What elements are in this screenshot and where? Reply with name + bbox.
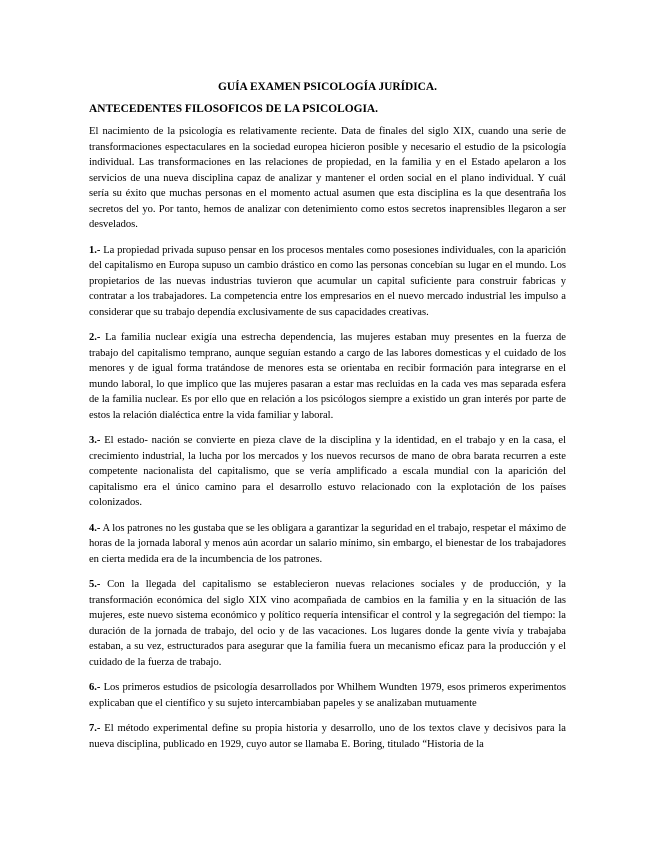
point-7-paragraph bbox=[89, 721, 566, 752]
point-3-text: El estado- nación se convierte en pieza clave de la disciplina y la identidad, en el trabajo y en la casa, el crecimiento industrial, la lucha por los mercados y los nuevos recursos de mano de obra barata recurren a este competente nacionalista del capitalismo, que se vería amplificado a escala mundial con la aparición del capitalismo era el único camino para el desarrollo estuvo relacionado con la explotación de los países colonizados. bbox=[89, 435, 566, 508]
point-1-paragraph bbox=[89, 243, 566, 321]
point-5-number: 5.- bbox=[89, 579, 101, 590]
point-5-paragraph bbox=[89, 577, 566, 670]
section-heading: ANTECEDENTES FILOSOFICOS DE LA PSICOLOGIA. bbox=[89, 103, 378, 115]
point-6-number: 6.- bbox=[89, 682, 101, 693]
point-6-paragraph bbox=[89, 680, 566, 711]
point-6-text: Los primeros estudios de psicología desarrollados por Whilhem Wundten 1979, esos primeros experimentos explicaban que el científico y su sujeto intercambiaban papeles y se analizaban mutuamente bbox=[89, 682, 566, 709]
point-2-number: 2.- bbox=[89, 332, 101, 343]
point-5-text: Con la llegada del capitalismo se establecieron nuevas relaciones sociales y de producción, y la transformación económica del siglo XIX vino acompañada de cambios en la familia y en la situación de las mujeres, este nuevo sistema económico y político requería intensificar el control y la segregación del tiempo: la duración de la jornada de trabajo, del ocio y de las vacaciones. Los lugares donde la gente vivía y trabajaba estaban, a su vez, estructurados para asegurar que la familia fuera un mecanismo eficaz para la producción y el cuidado de la fuerza de trabajo. bbox=[89, 579, 566, 668]
point-2-text: La familia nuclear exigía una estrecha dependencia, las mujeres estaban muy presentes en la fuerza de trabajo del capitalismo temprano, aunque seguían estando a cargo de las labores domesticas y el cuidado de los menores y de igual forma tratándose de menores esta se orientaba en recibir formación para integrarse en el mundo laboral, lo que implico que las mujeres pasaran a estar mas recluidas en la cada ves mas separada esfera de la familia nuclear. Es por ello que en relación a los psicólogos siempre a existido un gran interés por parte de estos la relación dialéctica entre la vida familiar y laboral. bbox=[89, 332, 566, 421]
point-7-number: 7.- bbox=[89, 723, 101, 734]
point-3-number: 3.- bbox=[89, 435, 101, 446]
point-2-paragraph bbox=[89, 330, 566, 423]
point-1-number: 1.- bbox=[89, 244, 101, 256]
point-4-number: 4.- bbox=[89, 522, 101, 534]
point-1-text: La propiedad privada supuso pensar en los procesos mentales como posesiones individuales, con la aparición del capitalismo en Europa supuso un cambio drástico en como las personas concebían su lugar en el mundo. Los propietarios de las nuevas industrias tuvieron que acumular un capital suficiente para construir fabricas y contratar a los trabajadores. La competencia entre los empresarios en el nuevo mercado industrial les impulso a considerar que su trabajo dependía exclusivamente de sus capacidades creativas. bbox=[89, 244, 566, 318]
point-3-paragraph bbox=[89, 433, 566, 511]
intro-paragraph: El nacimiento de la psicología es relativamente reciente. Data de finales del siglo XIX, cuando una serie de transformaciones espectaculares en la sociedad europea hicieron posible y necesario el estudio de la psicología individual. Las transformaciones en las relaciones de propiedad, en la familia y en el Estado apelaron a los servicios de una nueva disciplina capaz de analizar y mantener el orden social en el plano individual. Y cuál sería su éxito que muchas personas en el momento actual asumen que esta disciplina es la que desentraña los secretos del yo. Por tanto, hemos de analizar con detenimiento como estos secretos inaprensibles llegaron a ser desvelados. bbox=[89, 126, 566, 230]
document-title: GUÍA EXAMEN PSICOLOGÍA JURÍDICA. bbox=[218, 81, 437, 93]
point-4-text: A los patrones no les gustaba que se les obligara a garantizar la seguridad en el trabajo, respetar el máximo de horas de la jornada laboral y menos aún acordar un salario mínimo, sin embargo, el bienestar de los trabajadores en cierta medida era de la incumbencia de los patrones. bbox=[89, 522, 566, 565]
point-7-text: El método experimental define su propia historia y desarrollo, uno de los textos clave y decisivos para la nueva disciplina, publicado en 1929, cuyo autor se llamaba E. Boring, titulado “Historia de la bbox=[89, 723, 566, 750]
point-4-paragraph bbox=[89, 521, 566, 568]
